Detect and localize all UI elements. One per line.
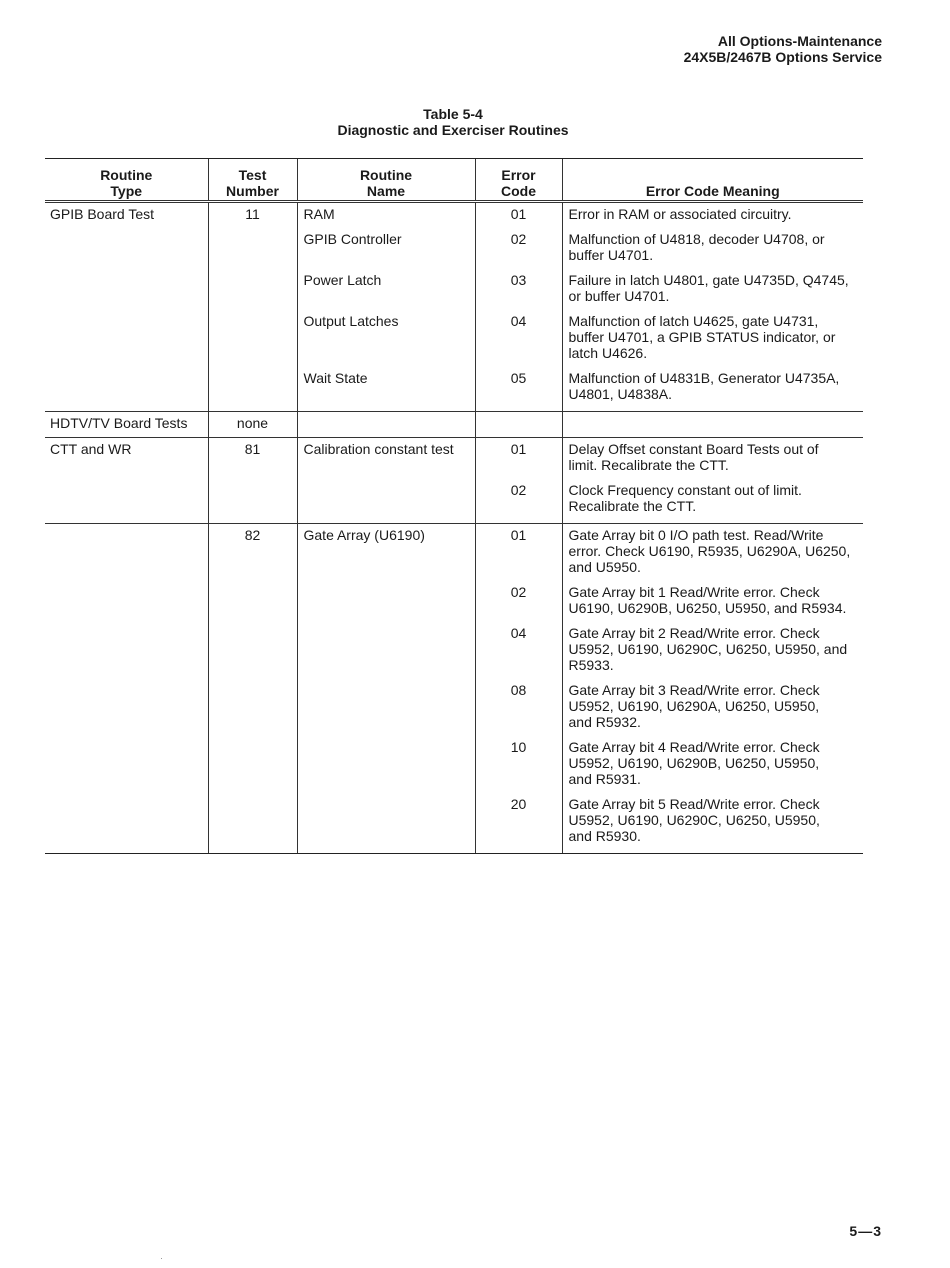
table-row <box>45 412 863 438</box>
table-title: Diagnostic and Exerciser Routines <box>337 122 569 138</box>
meaning-line: Gate Array bit 1 Read/Write error. Check <box>568 584 820 600</box>
cell-routine-name <box>297 584 475 625</box>
cell-error-code-meaning <box>562 313 863 370</box>
cell-routine-name: Wait State <box>297 370 475 412</box>
cell-routine-name: Output Latches <box>297 313 475 370</box>
cell-error-code-meaning <box>562 584 863 625</box>
cell-routine-type: CTT and WR <box>45 438 208 483</box>
cell-error-code-meaning <box>562 412 863 438</box>
cell-routine-name <box>297 682 475 739</box>
meaning-line: Gate Array bit 0 I/O path test. Read/Write <box>568 527 824 543</box>
cell-error-code-meaning <box>562 524 863 585</box>
meaning-line: Gate Array bit 5 Read/Write error. Check <box>568 796 820 812</box>
cell-error-code: 01 <box>475 438 562 483</box>
table-row <box>45 584 863 625</box>
cell-routine-type <box>45 231 208 272</box>
cell-test-number <box>208 370 297 412</box>
cell-error-code: 02 <box>475 584 562 625</box>
cell-error-code: 10 <box>475 739 562 796</box>
running-header <box>684 33 882 65</box>
cell-test-number <box>208 739 297 796</box>
table-header-row <box>45 159 863 202</box>
meaning-line: R5933. <box>568 657 614 673</box>
cell-routine-type <box>45 625 208 682</box>
table-row <box>45 313 863 370</box>
cell-routine-name <box>297 796 475 853</box>
cell-test-number: 11 <box>208 202 297 232</box>
cell-routine-type <box>45 796 208 853</box>
cell-error-code: 03 <box>475 272 562 313</box>
table-row <box>45 625 863 682</box>
header-line-1: All Options-Maintenance <box>717 33 882 49</box>
table-caption <box>253 106 653 138</box>
column-header-error-code-meaning: Error Code Meaning <box>562 159 863 202</box>
cell-routine-type <box>45 739 208 796</box>
cell-routine-name: Power Latch <box>297 272 475 313</box>
table-row <box>45 231 863 272</box>
meaning-line: U6190, U6290B, U6250, U5950, and R5934. <box>568 600 847 616</box>
cell-error-code: 04 <box>475 313 562 370</box>
cell-error-code-meaning <box>562 370 863 412</box>
cell-routine-name <box>297 739 475 796</box>
table-row <box>45 272 863 313</box>
meaning-line: Gate Array bit 3 Read/Write error. Check <box>568 682 820 698</box>
cell-error-code: 04 <box>475 625 562 682</box>
scan-speck <box>161 1258 162 1259</box>
cell-routine-name: GPIB Controller <box>297 231 475 272</box>
meaning-line: Malfunction of U4818, decoder U4708, or <box>568 231 825 247</box>
cell-test-number: 82 <box>208 524 297 585</box>
cell-error-code-meaning <box>562 272 863 313</box>
table-row <box>45 202 863 232</box>
cell-error-code-meaning <box>562 482 863 524</box>
cell-error-code: 08 <box>475 682 562 739</box>
meaning-line: U5952, U6190, U6290C, U6250, U5950, and <box>568 641 848 657</box>
cell-test-number <box>208 272 297 313</box>
header-line-2: 24X5B/2467B Options Service <box>683 49 882 65</box>
table-row <box>45 739 863 796</box>
cell-error-code: 01 <box>475 524 562 585</box>
cell-error-code-meaning <box>562 438 863 483</box>
cell-routine-type <box>45 313 208 370</box>
cell-error-code-meaning <box>562 739 863 796</box>
cell-test-number <box>208 482 297 524</box>
cell-error-code: 02 <box>475 482 562 524</box>
table-row <box>45 682 863 739</box>
cell-test-number: none <box>208 412 297 438</box>
cell-routine-type <box>45 482 208 524</box>
meaning-line: U4801, U4838A. <box>568 386 673 402</box>
meaning-line: Error in RAM or associated circuitry. <box>568 206 792 222</box>
cell-error-code-meaning <box>562 796 863 853</box>
diagnostic-routines-table <box>45 158 863 854</box>
table-row <box>45 796 863 853</box>
cell-routine-type <box>45 682 208 739</box>
cell-routine-name <box>297 412 475 438</box>
meaning-line: or buffer U4701. <box>568 288 670 304</box>
meaning-line: error. Check U6190, R5935, U6290A, U6250, <box>568 543 851 559</box>
meaning-line: latch U4626. <box>568 345 648 361</box>
meaning-line: Malfunction of latch U4625, gate U4731, <box>568 313 819 329</box>
cell-error-code <box>475 412 562 438</box>
cell-routine-name <box>297 482 475 524</box>
cell-error-code-meaning <box>562 231 863 272</box>
cell-test-number <box>208 682 297 739</box>
table-row <box>45 482 863 524</box>
meaning-line: and R5932. <box>568 714 641 730</box>
meaning-line: Recalibrate the CTT. <box>568 498 697 514</box>
column-header-routine-type: Routine Type <box>45 159 208 202</box>
cell-test-number <box>208 584 297 625</box>
cell-error-code: 01 <box>475 202 562 232</box>
table-number: Table 5-4 <box>423 106 483 122</box>
column-header-error-code: Error Code <box>475 159 562 202</box>
cell-routine-name <box>297 625 475 682</box>
cell-routine-type <box>45 584 208 625</box>
meaning-line: U5952, U6190, U6290A, U6250, U5950, <box>568 698 820 714</box>
meaning-line: and U5950. <box>568 559 641 575</box>
meaning-line: limit. Recalibrate the CTT. <box>568 457 729 473</box>
cell-error-code-meaning <box>562 625 863 682</box>
table-body <box>45 202 863 854</box>
cell-test-number <box>208 625 297 682</box>
cell-error-code-meaning <box>562 682 863 739</box>
meaning-line: buffer U4701, a GPIB STATUS indicator, or <box>568 329 836 345</box>
cell-test-number: 81 <box>208 438 297 483</box>
meaning-line: Gate Array bit 2 Read/Write error. Check <box>568 625 820 641</box>
page-number: 5—3 <box>849 1223 882 1239</box>
cell-routine-type <box>45 370 208 412</box>
meaning-line: buffer U4701. <box>568 247 654 263</box>
column-header-test-number: Test Number <box>208 159 297 202</box>
meaning-line: U5952, U6190, U6290B, U6250, U5950, <box>568 755 820 771</box>
cell-routine-name: RAM <box>297 202 475 232</box>
table-row <box>45 524 863 585</box>
meaning-line: Delay Offset constant Board Tests out of <box>568 441 819 457</box>
cell-error-code: 05 <box>475 370 562 412</box>
table-row <box>45 438 863 483</box>
cell-routine-type <box>45 272 208 313</box>
cell-routine-name: Calibration constant test <box>297 438 475 483</box>
column-header-routine-name: Routine Name <box>297 159 475 202</box>
meaning-line: Gate Array bit 4 Read/Write error. Check <box>568 739 820 755</box>
cell-routine-type: GPIB Board Test <box>45 202 208 232</box>
cell-error-code: 20 <box>475 796 562 853</box>
cell-routine-type: HDTV/TV Board Tests <box>45 412 208 438</box>
cell-routine-type <box>45 524 208 585</box>
meaning-line: and R5931. <box>568 771 641 787</box>
meaning-line: Failure in latch U4801, gate U4735D, Q4745, <box>568 272 849 288</box>
meaning-line: Malfunction of U4831B, Generator U4735A, <box>568 370 840 386</box>
meaning-line: Clock Frequency constant out of limit. <box>568 482 802 498</box>
cell-test-number <box>208 313 297 370</box>
cell-test-number <box>208 796 297 853</box>
cell-error-code-meaning <box>562 202 863 232</box>
cell-test-number <box>208 231 297 272</box>
cell-error-code: 02 <box>475 231 562 272</box>
table-row <box>45 370 863 412</box>
cell-routine-name: Gate Array (U6190) <box>297 524 475 585</box>
meaning-line: and R5930. <box>568 828 641 844</box>
meaning-line: U5952, U6190, U6290C, U6250, U5950, <box>568 812 820 828</box>
